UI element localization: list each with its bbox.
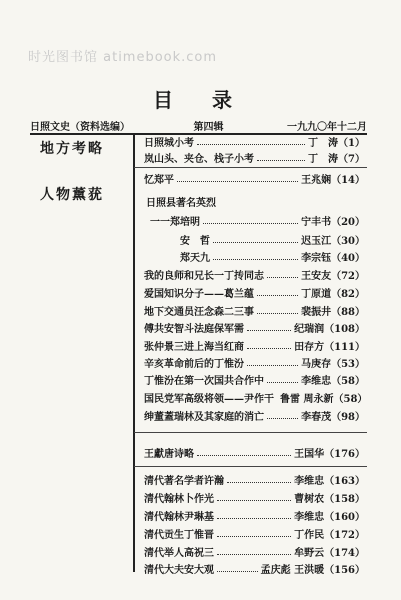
watermark: 时光图书馆 atimebook.com: [28, 50, 218, 65]
section-separator: [134, 432, 367, 433]
toc-entry[interactable]: [144, 302, 365, 318]
dot-leader: [267, 277, 298, 278]
entry-author-page: 牟野云（174）: [294, 547, 365, 559]
entry-author-page: 宁丰书（20）: [301, 216, 365, 228]
entry-author-page: 李春茂（98）: [301, 411, 365, 423]
toc-entry[interactable]: [144, 489, 365, 505]
toc-entry[interactable]: [144, 319, 365, 335]
entry-title: 一一郑培明: [150, 216, 200, 228]
entry-author-page: 丁原道（82）: [301, 288, 365, 300]
toc-entry[interactable]: [180, 248, 365, 264]
toc-entry[interactable]: [144, 560, 365, 576]
entry-author-page: 曹树农（158）: [294, 493, 365, 505]
toc-entry[interactable]: [144, 149, 365, 165]
entry-title: 清代翰林卜作光: [144, 493, 214, 505]
toc-entry[interactable]: [144, 337, 365, 353]
entry-author-page: 裴振井（88）: [301, 306, 365, 318]
entry-author-page: 孟庆彪 王洪暖（156）: [260, 564, 365, 576]
toc-entry[interactable]: [144, 354, 365, 370]
publication-info: [30, 118, 367, 133]
toc-entry[interactable]: [144, 543, 365, 559]
entry-author-page: 丁 涛（7）: [308, 153, 365, 165]
entry-author-page: 田存方（111）: [294, 341, 365, 353]
entry-author-page: 王安友（72）: [301, 270, 365, 282]
toc-entry[interactable]: [144, 266, 365, 282]
dot-leader: [203, 223, 298, 224]
page-title: 目 录: [153, 88, 248, 112]
dot-leader: [217, 536, 291, 537]
dot-leader: [247, 348, 291, 349]
dot-leader: [197, 455, 291, 456]
dot-leader: [217, 518, 291, 519]
dot-leader: [217, 500, 291, 501]
entry-title: 张仲景三进上海当红商: [144, 341, 244, 353]
entry-author-page: 鲁雷 周永新（58）: [280, 393, 368, 405]
dot-leader: [213, 259, 298, 260]
entry-author-page: 迟玉江（30）: [301, 235, 365, 247]
entry-title: 绅董蓋瑞林及其家庭的消亡: [144, 411, 264, 423]
entry-author-page: 丁 涛（1）: [308, 137, 365, 149]
entry-author-page: 李维忠（58）: [301, 375, 365, 387]
entry-author-page: 李维忠（163）: [294, 475, 365, 487]
section-label-people: 人物薰莸: [40, 187, 104, 203]
toc-entry[interactable]: [144, 133, 365, 149]
entry-title: 傅共安智斗法庭保军需: [144, 323, 244, 335]
entry-author-page: 马庚存（53）: [301, 358, 365, 370]
toc-entry[interactable]: [144, 371, 365, 387]
toc-entry[interactable]: [144, 170, 365, 186]
dot-leader: [217, 554, 291, 555]
dot-leader: [257, 313, 298, 314]
toc-entry[interactable]: [144, 507, 365, 523]
dot-leader: [177, 181, 298, 182]
entry-title: 日照城小考: [144, 137, 194, 149]
entry-title: 清代举人高祝三: [144, 547, 214, 559]
entry-title: 忆郑平: [144, 174, 174, 186]
entry-author-page: 纪瑞润（108）: [294, 323, 365, 335]
entry-title: 国民党军高级将领——尹作干: [144, 393, 274, 405]
entry-title: 清代著名学者许瀚: [144, 475, 224, 487]
entry-title: 爱国知识分子——葛兰蕴: [144, 288, 254, 300]
dot-leader: [197, 144, 305, 145]
entry-title: 王獻唐诗略: [144, 448, 194, 460]
dot-leader: [217, 571, 258, 572]
entry-title: 郑天九: [180, 252, 210, 264]
section-separator: [134, 466, 367, 467]
toc-entry[interactable]: [150, 212, 365, 228]
toc-entry[interactable]: [144, 471, 365, 487]
section-label-local-studies: 地方考略: [40, 141, 104, 157]
series-name: 日照文史（资料选编）: [30, 122, 130, 133]
entry-title: 我的良师和兄长一丁抟同志: [144, 270, 264, 282]
toc-entry[interactable]: [144, 389, 368, 405]
entry-title: 地下交通员汪念森二三事: [144, 306, 254, 318]
entry-author-page: 王国华（176）: [294, 448, 365, 460]
entry-title: 安 哲: [180, 235, 210, 247]
entry-title: 清代翰林尹琳基: [144, 511, 214, 523]
entry-title: 辛亥革命前后的丁惟汾: [144, 358, 244, 370]
dot-leader: [257, 295, 298, 296]
dot-leader: [227, 482, 291, 483]
dot-leader: [213, 242, 298, 243]
issue-number: 第四辑: [193, 122, 224, 133]
entry-title: 清代大夫安大观: [144, 564, 214, 576]
dot-leader: [267, 382, 298, 383]
entry-author-page: 李维忠（160）: [294, 511, 365, 523]
entry-title: 清代贡生丁惟晋: [144, 529, 214, 541]
toc-entry[interactable]: [180, 231, 365, 247]
publication-date: 一九九〇年十二月: [287, 122, 367, 133]
toc-entry[interactable]: [144, 444, 365, 460]
group-heading: 日照县著名英烈: [146, 198, 216, 209]
section-divider: [133, 134, 135, 572]
section-separator: [134, 167, 367, 168]
entry-title: 丁惟汾在第一次国共合作中: [144, 375, 264, 387]
entry-author-page: 李宗钰（40）: [301, 252, 365, 264]
entry-title: 岚山头、夹仓、栈子小考: [144, 153, 254, 165]
dot-leader: [247, 365, 298, 366]
entry-author-page: 王兆娴（14）: [301, 174, 365, 186]
toc-entry[interactable]: [144, 525, 365, 541]
dot-leader: [267, 418, 298, 419]
dot-leader: [257, 160, 305, 161]
entry-author-page: 丁作民（172）: [294, 529, 365, 541]
toc-entry[interactable]: [144, 407, 365, 423]
toc-entry[interactable]: [144, 284, 365, 300]
dot-leader: [247, 330, 291, 331]
